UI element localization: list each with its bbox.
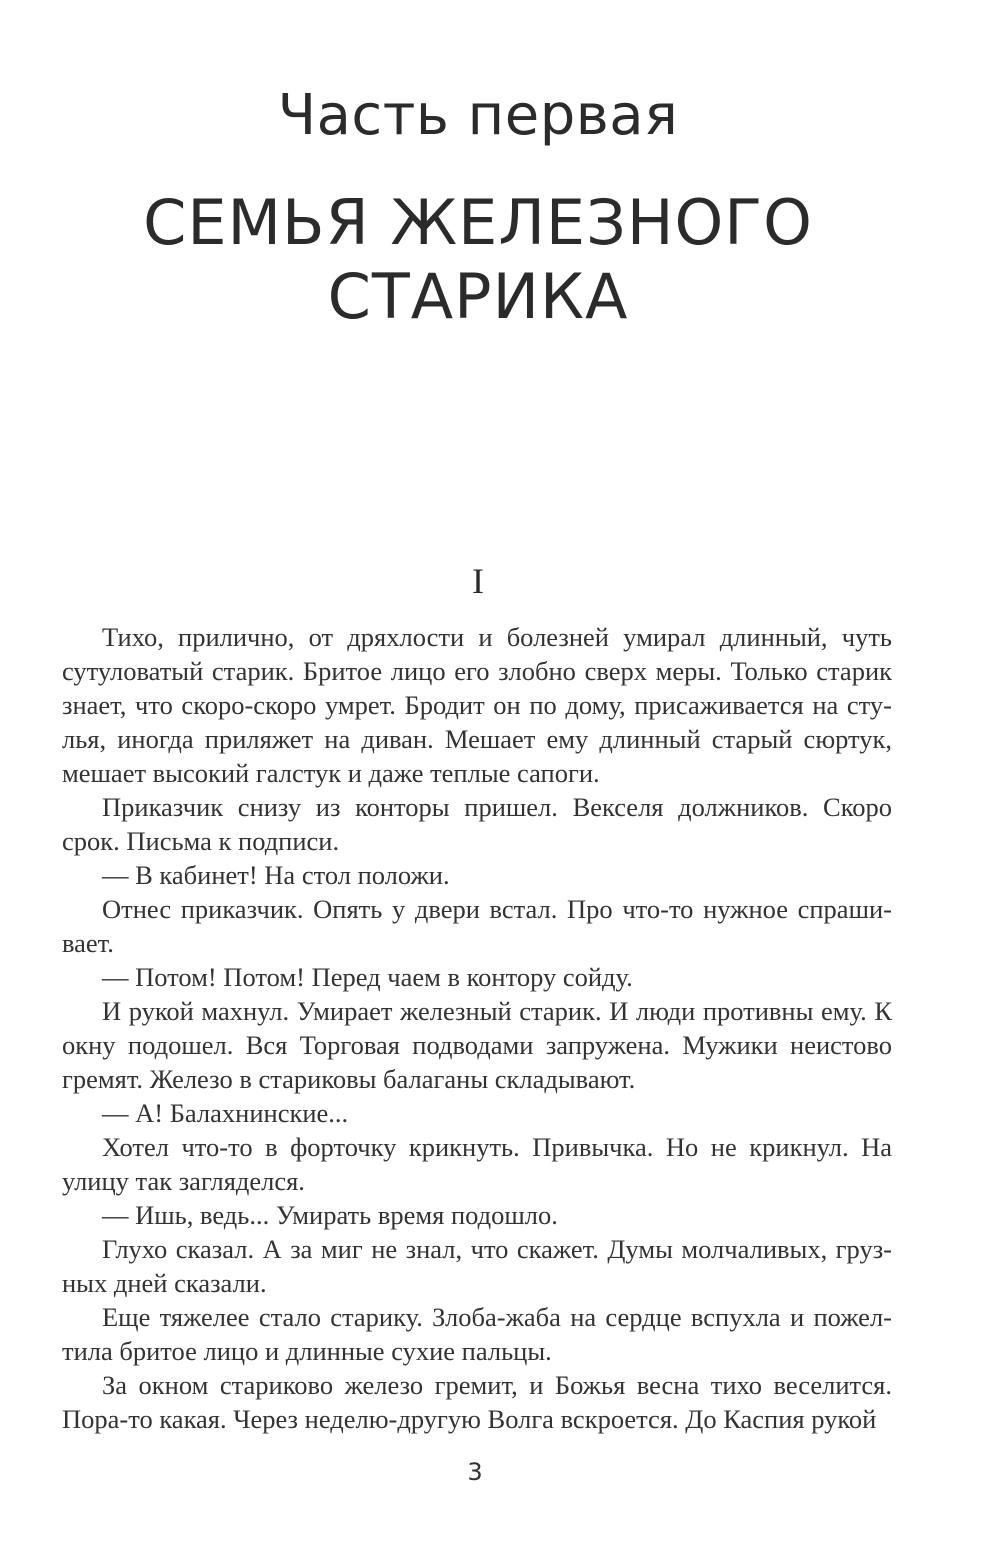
paragraph: — Потом! Потом! Перед чаем в контору сойду. <box>102 962 633 992</box>
paragraph: И рукой махнул. Умирает железный старик. И люди противны ему. К окну подошел. Вся Торговая подводами запружена. Мужики неистово гремят. Железо в стариковы балаганы складывают. <box>62 996 892 1094</box>
chapter-title-line-1: СЕМЬЯ ЖЕЛЕЗНОГО <box>143 186 813 259</box>
paragraph: Глухо сказал. А за миг не знал, что скажет. Думы молчаливых, грузных дней сказали. <box>62 1234 892 1298</box>
paragraph: — В кабинет! На стол положи. <box>102 860 450 890</box>
chapter-title <box>0 186 956 334</box>
page-number: 3 <box>467 1458 483 1486</box>
section-number: I <box>472 561 484 601</box>
paragraph: Тихо, прилично, от дряхлости и болезней умирал длинный, чуть сутуловатый старик. Бритое лицо его злобно сверх меры. Только старик знает, что скоро-скоро умрет. Бродит он по дому, присаживается на стулья, иногда приляжет на диван. Мешает ему длинный старый сюртук, мешает высокий галстук и даже теплые сапоги. <box>62 622 892 788</box>
paragraph: Еще тяжелее стало старику. Злоба-жаба на сердце вспухла и пожелтила бритое лицо и длинные сухие пальцы. <box>62 1302 892 1366</box>
paragraph: Отнес приказчик. Опять у двери встал. Про что-то нужное спрашивает. <box>62 894 892 958</box>
paragraph: — А! Балахнинские... <box>102 1098 349 1128</box>
paragraph: За окном стариково железо гремит, и Божья весна тихо веселится. Пора-то какая. Через неделю-другую Волга вскроется. До Каспия рукой <box>62 1370 892 1434</box>
paragraph: — Ишь, ведь... Умирать время подошло. <box>102 1200 558 1230</box>
paragraph: Хотел что-то в форточку крикнуть. Привычка. Но не крикнул. На улицу так загляделся. <box>62 1132 892 1196</box>
part-title: Часть первая <box>277 83 679 148</box>
chapter-title-line-2: СТАРИКА <box>327 260 629 333</box>
body-text <box>62 620 892 1436</box>
paragraph: Приказчик снизу из конторы пришел. Векселя должников. Скоро срок. Письма к подписи. <box>62 792 892 856</box>
